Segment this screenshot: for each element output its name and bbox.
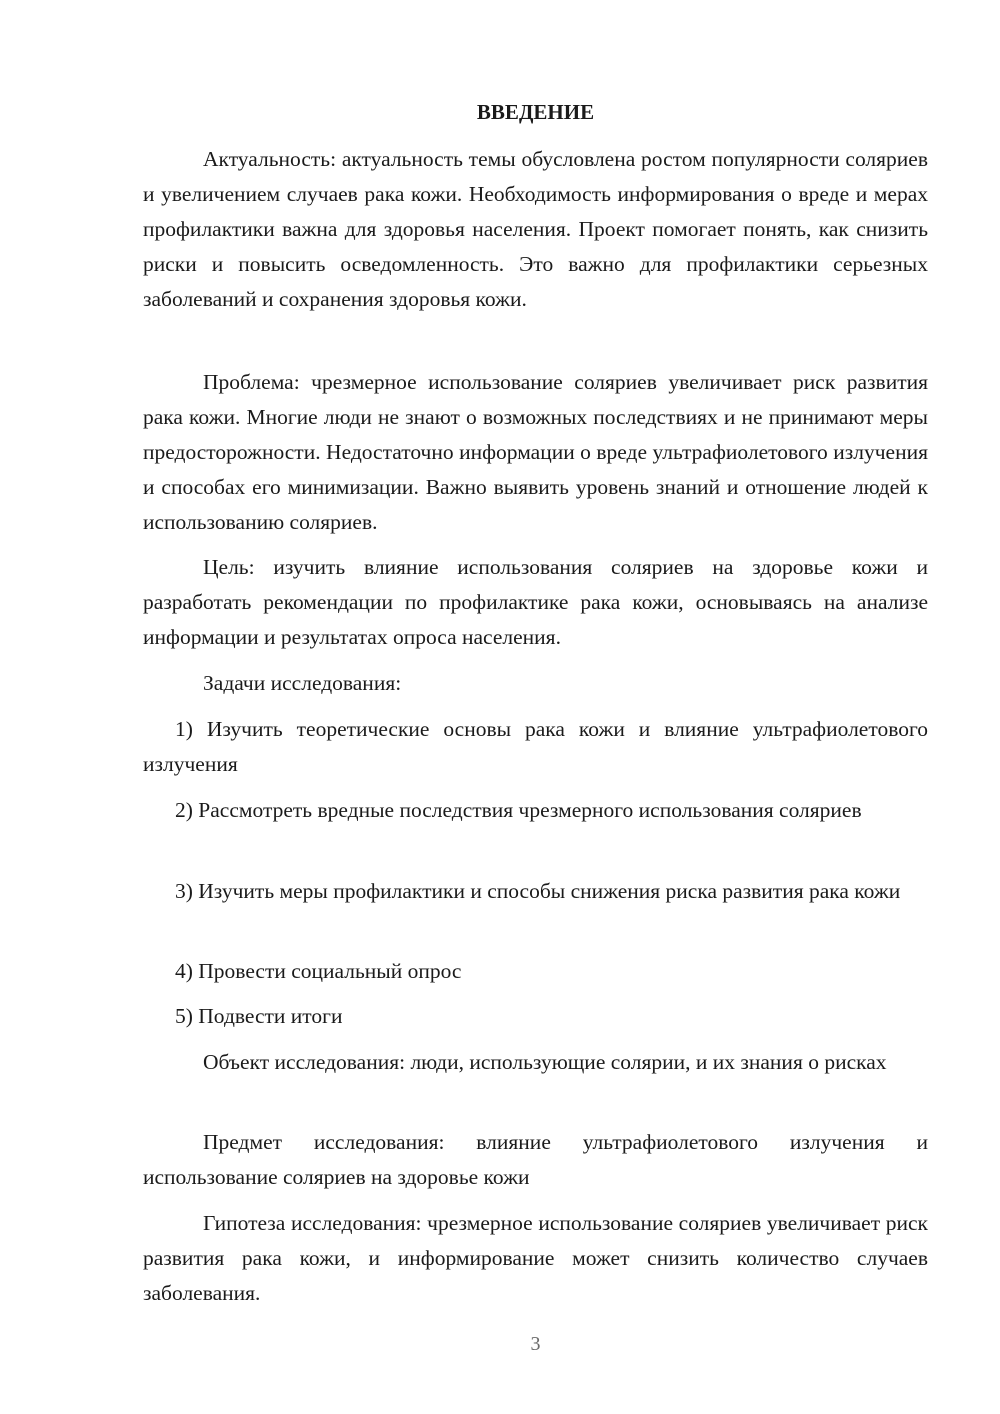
page-title: ВВЕДЕНИЕ [476, 100, 595, 124]
hypothesis-paragraph: Гипотеза исследования: чрезмерное использование соляриев увеличивает риск развития рака кожи, и информирование может снизить количество случаев заболевания. [143, 1211, 928, 1305]
problem-paragraph: Проблема: чрезмерное использование соляриев увеличивает риск развития рака кожи. Многие люди не знают о возможных последствиях и не принимают меры предосторожности. Недостаточно информации о вреде ультрафиолетового излучения и способах его минимизации. Важно выявить уровень знаний и отношение людей к использованию соляриев. [143, 370, 928, 534]
tasks-heading: Задачи исследования: [203, 671, 402, 695]
goal-paragraph: Цель: изучить влияние использования соляриев на здоровье кожи и разработать рекомендации по профилактике рака кожи, основываясь на анализе информации и результатах опроса населения. [143, 555, 928, 649]
object-paragraph: Объект исследования: люди, использующие солярии, и их знания о рисках [203, 1050, 887, 1074]
task-item: 2) Рассмотреть вредные последствия чрезмерного использования соляриев [175, 798, 862, 822]
relevance-paragraph: Актуальность: актуальность темы обусловлена ростом популярности соляриев и увеличением случаев рака кожи. Необходимость информирования о вреде и мерах профилактики важна для здоровья населения. Проект помогает понять, как снизить риски и повысить осведомленность. Это важно для профилактики серьезных заболеваний и сохранения здоровья кожи. [143, 147, 928, 311]
task-item: 3) Изучить меры профилактики и способы снижения риска развития рака кожи [175, 879, 901, 903]
task-item: 5) Подвести итоги [175, 1004, 343, 1028]
page-number: 3 [530, 1333, 541, 1355]
subject-paragraph: Предмет исследования: влияние ультрафиолетового излучения и использование соляриев на здоровье кожи [143, 1130, 928, 1189]
task-item: 1) Изучить теоретические основы рака кожи и влияние ультрафиолетового излучения [143, 717, 928, 776]
task-item: 4) Провести социальный опрос [175, 959, 462, 983]
